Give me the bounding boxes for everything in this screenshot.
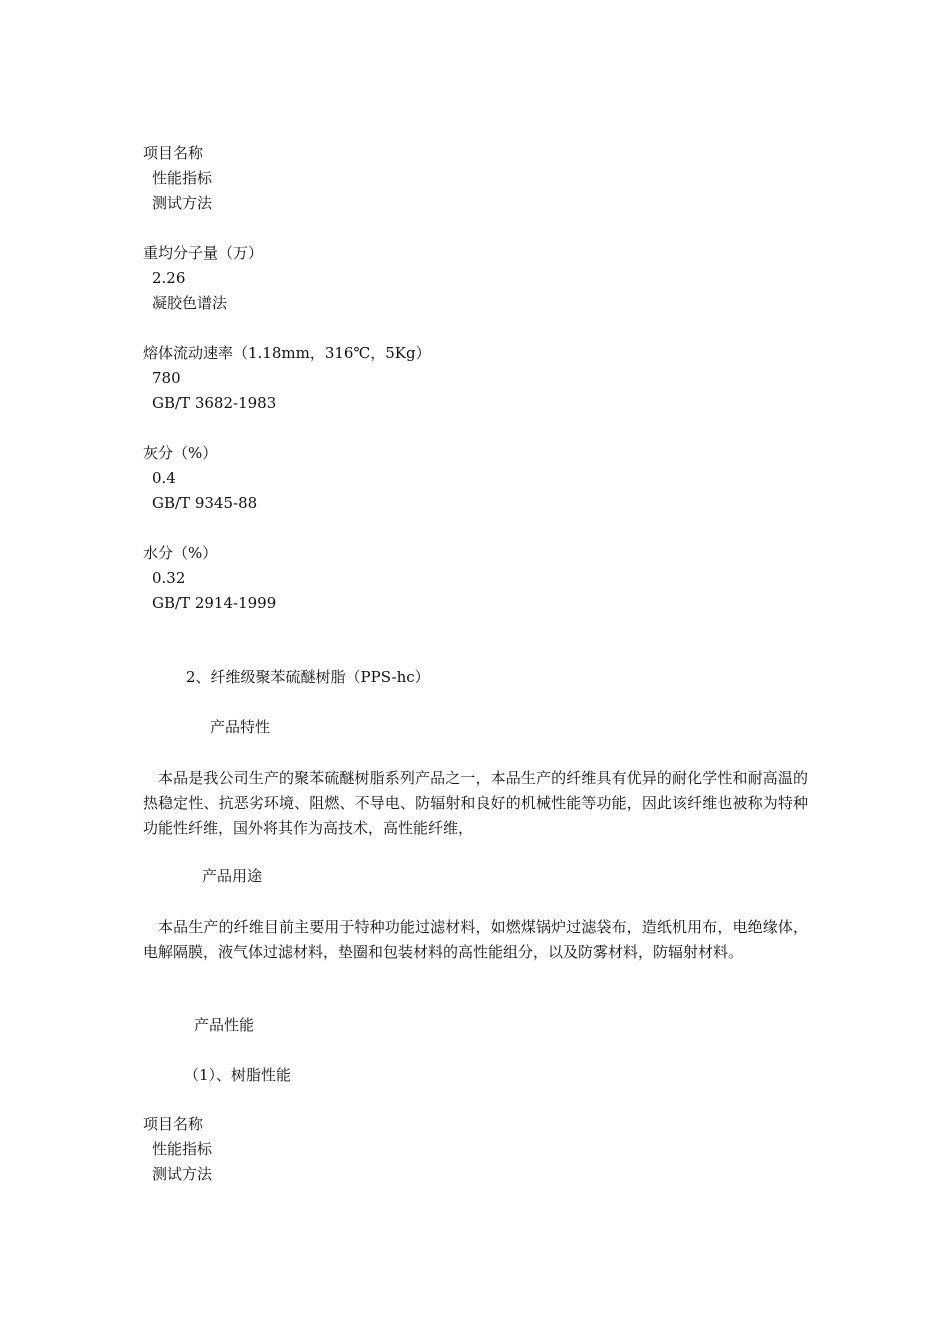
- section-title: 2、纤维级聚苯硫醚树脂（PPS-hc）: [186, 668, 430, 686]
- table1-row-method: GB/T 3682-1983: [152, 394, 277, 412]
- table2-header-spec: 性能指标: [152, 1140, 213, 1158]
- table1-header-method: 测试方法: [152, 194, 213, 212]
- uses-heading: 产品用途: [202, 867, 263, 885]
- table1-row-value: 2.26: [152, 269, 186, 287]
- table1-row-method: GB/T 2914-1999: [152, 594, 277, 612]
- table1-row-value: 0.4: [152, 469, 176, 487]
- table1-row-method: GB/T 9345-88: [152, 494, 258, 512]
- table1-row-name: 熔体流动速率（1.18mm，316℃，5Kg）: [143, 344, 431, 362]
- table1-row-name: 重均分子量（万）: [143, 244, 264, 262]
- table1-row-method: 凝胶色谱法: [152, 294, 228, 312]
- table1-row-name: 灰分（%）: [143, 444, 218, 462]
- table2-header-method: 测试方法: [152, 1165, 213, 1183]
- performance-heading: 产品性能: [194, 1016, 255, 1034]
- features-heading: 产品特性: [210, 718, 271, 736]
- table2-header-name: 项目名称: [143, 1115, 204, 1133]
- uses-paragraph: 本品生产的纤维目前主要用于特种功能过滤材料，如燃煤锅炉过滤袋布，造纸机用布，电绝缘体，电解隔膜，液气体过滤材料，垫圈和包装材料的高性能组分，以及防雾材料，防辐射材料。: [143, 918, 808, 961]
- table1-row-name: 水分（%）: [143, 544, 218, 562]
- table1-header-spec: 性能指标: [152, 169, 213, 187]
- resin-heading: （1）、树脂性能: [184, 1066, 292, 1084]
- table1-header-name: 项目名称: [143, 144, 204, 162]
- table1-row-value: 780: [152, 369, 181, 387]
- table1-row-value: 0.32: [152, 569, 186, 587]
- features-paragraph: 本品是我公司生产的聚苯硫醚树脂系列产品之一，本品生产的纤维具有优异的耐化学性和耐高温的热稳定性、抗恶劣环境、阻燃、不导电、防辐射和良好的机械性能等功能，因此该纤维也被称为特种功能性纤维，国外将其作为高技术，高性能纤维，: [143, 769, 808, 837]
